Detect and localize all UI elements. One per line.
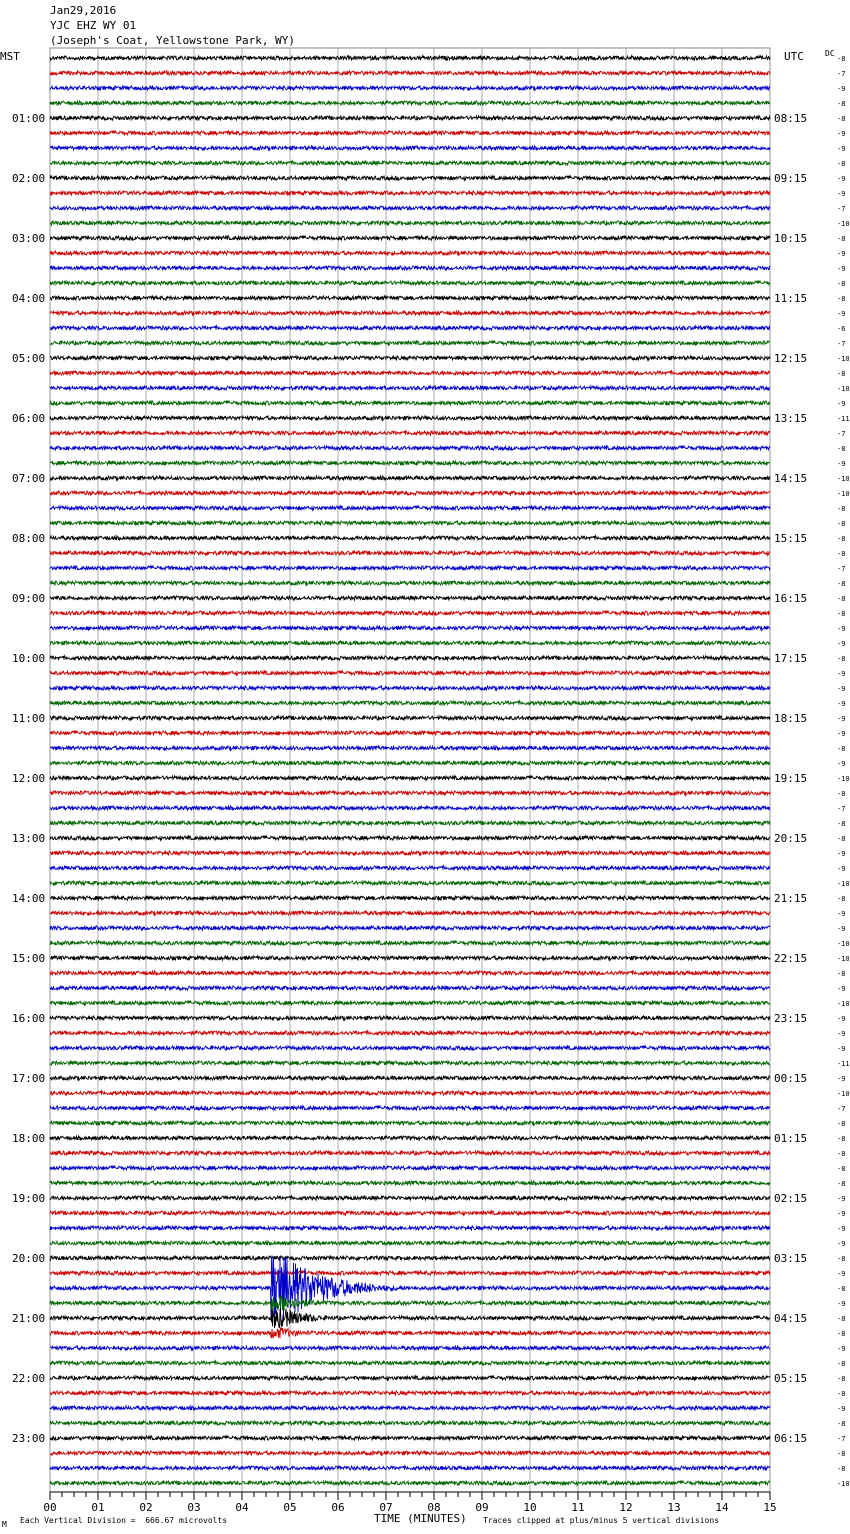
row-offset-41: -9 [837, 670, 846, 678]
row-offset-50: -7 [837, 805, 846, 813]
x-tick-label-8: 08 [427, 1501, 441, 1514]
trace-row-69 [50, 1091, 770, 1095]
trace-row-5 [50, 131, 770, 135]
utc-label-6: 13:15 [774, 412, 808, 425]
utc-label-12: 19:15 [774, 772, 808, 785]
utc-label-1: 08:15 [774, 112, 808, 125]
trace-row-20 [50, 356, 770, 360]
row-offset-73: -8 [837, 1150, 846, 1158]
utc-label-11: 18:15 [774, 712, 808, 725]
row-offset-22: -10 [837, 385, 850, 393]
trace-row-57 [50, 911, 770, 915]
trace-row-66 [50, 1046, 770, 1050]
trace-row-75 [50, 1181, 770, 1185]
mst-label-22: 22:00 [12, 1372, 46, 1385]
row-offset-64: -9 [837, 1015, 846, 1023]
trace-row-41 [50, 671, 770, 675]
trace-row-44 [50, 716, 770, 720]
row-offset-80: -8 [837, 1255, 846, 1263]
row-offset-23: -9 [837, 400, 846, 408]
trace-row-85 [50, 1327, 770, 1338]
mst-label-8: 08:00 [12, 532, 46, 545]
row-offset-38: -9 [837, 625, 846, 633]
utc-label-19: 02:15 [774, 1192, 808, 1205]
trace-row-37 [50, 611, 770, 615]
row-offset-92: -7 [837, 1435, 846, 1443]
row-offset-24: -11 [837, 415, 850, 423]
trace-row-92 [50, 1436, 770, 1440]
x-tick-label-2: 02 [139, 1501, 153, 1514]
trace-row-49 [50, 791, 770, 795]
trace-row-28 [50, 476, 770, 480]
row-offset-75: -8 [837, 1180, 846, 1188]
x-tick-label-1: 01 [91, 1501, 105, 1514]
trace-row-16 [50, 296, 770, 300]
row-offset-63: -10 [837, 1000, 850, 1008]
row-offset-43: -9 [837, 700, 846, 708]
row-offset-25: -7 [837, 430, 846, 438]
mst-label-18: 18:00 [12, 1132, 46, 1145]
x-tick-label-0: 00 [43, 1501, 57, 1514]
traces [50, 56, 770, 1485]
x-tick-label-6: 06 [331, 1501, 345, 1514]
trace-row-76 [50, 1196, 770, 1200]
row-offset-55: -10 [837, 880, 850, 888]
trace-row-21 [50, 371, 770, 375]
x-tick-label-12: 12 [619, 1501, 633, 1514]
mst-label-21: 21:00 [12, 1312, 46, 1325]
trace-row-39 [50, 641, 770, 645]
row-offset-4: -8 [837, 115, 846, 123]
row-offset-12: -8 [837, 235, 846, 243]
row-offset-89: -8 [837, 1390, 846, 1398]
trace-row-7 [50, 161, 770, 165]
grid-lines [50, 48, 770, 1492]
trace-row-6 [50, 146, 770, 150]
row-offset-54: -9 [837, 865, 846, 873]
trace-row-35 [50, 581, 770, 585]
mst-label-16: 16:00 [12, 1012, 46, 1025]
trace-row-46 [50, 746, 770, 750]
trace-row-60 [50, 956, 770, 960]
trace-row-55 [50, 881, 770, 885]
row-offset-49: -8 [837, 790, 846, 798]
header-date: Jan29,2016 [50, 4, 117, 17]
trace-row-27 [50, 461, 770, 465]
trace-row-63 [50, 1001, 770, 1005]
row-offset-65: -9 [837, 1030, 846, 1038]
trace-row-61 [50, 971, 770, 975]
mst-label-4: 04:00 [12, 292, 46, 305]
trace-row-29 [50, 491, 770, 495]
utc-label-2: 09:15 [774, 172, 808, 185]
row-offset-91: -8 [837, 1420, 846, 1428]
trace-row-72 [50, 1136, 770, 1140]
row-offset-68: -9 [837, 1075, 846, 1083]
trace-row-33 [50, 551, 770, 555]
trace-row-32 [50, 536, 770, 540]
trace-row-42 [50, 686, 770, 690]
row-offset-31: -8 [837, 520, 846, 528]
mst-label-1: 01:00 [12, 112, 46, 125]
row-offset-37: -8 [837, 610, 846, 618]
utc-label-15: 22:15 [774, 952, 808, 965]
trace-row-93 [50, 1451, 770, 1455]
trace-row-87 [50, 1361, 770, 1365]
trace-row-22 [50, 386, 770, 390]
row-offset-79: -9 [837, 1240, 846, 1248]
x-tick-label-10: 10 [523, 1501, 537, 1514]
trace-row-68 [50, 1076, 770, 1080]
row-offset-16: -8 [837, 295, 846, 303]
row-offset-15: -8 [837, 280, 846, 288]
row-offset-61: -8 [837, 970, 846, 978]
row-offset-70: -7 [837, 1105, 846, 1113]
trace-row-17 [50, 311, 770, 315]
row-offset-32: -8 [837, 535, 846, 543]
row-offset-53: -9 [837, 850, 846, 858]
row-offset-20: -10 [837, 355, 850, 363]
trace-row-25 [50, 431, 770, 435]
trace-row-64 [50, 1016, 770, 1020]
row-offset-30: -8 [837, 505, 846, 513]
trace-row-15 [50, 281, 770, 285]
row-offset-17: -9 [837, 310, 846, 318]
row-offset-57: -9 [837, 910, 846, 918]
trace-row-0 [50, 56, 770, 60]
row-offset-95: -10 [837, 1480, 850, 1488]
trace-row-51 [50, 821, 770, 825]
row-offset-21: -8 [837, 370, 846, 378]
row-offset-60: -10 [837, 955, 850, 963]
mst-label-17: 17:00 [12, 1072, 46, 1085]
trace-row-10 [50, 206, 770, 210]
utc-label-16: 23:15 [774, 1012, 808, 1025]
trace-row-14 [50, 266, 770, 270]
row-offset-56: -8 [837, 895, 846, 903]
mst-label-3: 03:00 [12, 232, 46, 245]
trace-row-58 [50, 926, 770, 930]
utc-label-3: 10:15 [774, 232, 808, 245]
mst-axis-label: MST [0, 50, 20, 63]
trace-row-19 [50, 341, 770, 345]
trace-row-94 [50, 1466, 770, 1470]
trace-row-86 [50, 1346, 770, 1350]
utc-label-8: 15:15 [774, 532, 808, 545]
x-tick-label-11: 11 [571, 1501, 585, 1514]
trace-row-12 [50, 236, 770, 240]
trace-row-78 [50, 1226, 770, 1230]
trace-row-89 [50, 1391, 770, 1395]
mst-label-15: 15:00 [12, 952, 46, 965]
utc-label-17: 00:15 [774, 1072, 808, 1085]
mst-label-5: 05:00 [12, 352, 46, 365]
mst-label-12: 12:00 [12, 772, 46, 785]
utc-label-4: 11:15 [774, 292, 808, 305]
row-offset-8: -9 [837, 175, 846, 183]
mst-label-13: 13:00 [12, 832, 46, 845]
row-offset-90: -9 [837, 1405, 846, 1413]
utc-label-23: 06:15 [774, 1432, 808, 1445]
trace-row-24 [50, 416, 770, 420]
trace-row-31 [50, 521, 770, 525]
row-offset-66: -9 [837, 1045, 846, 1053]
trace-row-74 [50, 1166, 770, 1170]
trace-row-47 [50, 761, 770, 765]
trace-row-95 [50, 1481, 770, 1485]
row-offset-51: -8 [837, 820, 846, 828]
x-axis-title: TIME (MINUTES) [374, 1512, 467, 1525]
trace-row-13 [50, 251, 770, 255]
row-offset-67: -11 [837, 1060, 850, 1068]
trace-row-43 [50, 701, 770, 705]
mst-label-9: 09:00 [12, 592, 46, 605]
trace-row-80 [50, 1256, 770, 1260]
x-tick-label-3: 03 [187, 1501, 201, 1514]
row-offset-48: -10 [837, 775, 850, 783]
row-offset-71: -8 [837, 1120, 846, 1128]
row-offset-58: -9 [837, 925, 846, 933]
utc-label-20: 03:15 [774, 1252, 808, 1265]
utc-label-22: 05:15 [774, 1372, 808, 1385]
dc-label: DC [825, 49, 835, 58]
row-offset-88: -8 [837, 1375, 846, 1383]
trace-row-38 [50, 626, 770, 630]
x-tick-label-13: 13 [667, 1501, 681, 1514]
row-offset-77: -9 [837, 1210, 846, 1218]
mst-label-23: 23:00 [12, 1432, 46, 1445]
row-offset-69: -10 [837, 1090, 850, 1098]
mst-label-2: 02:00 [12, 172, 46, 185]
row-offset-40: -8 [837, 655, 846, 663]
x-tick-label-14: 14 [715, 1501, 729, 1514]
trace-row-59 [50, 941, 770, 945]
row-offset-13: -9 [837, 250, 846, 258]
trace-row-67 [50, 1061, 770, 1065]
row-offset-82: -8 [837, 1285, 846, 1293]
header-location: (Joseph's Coat, Yellowstone Park, WY) [50, 34, 296, 47]
row-offset-85: -8 [837, 1330, 846, 1338]
trace-row-79 [50, 1241, 770, 1245]
mst-label-20: 20:00 [12, 1252, 46, 1265]
row-offset-5: -9 [837, 130, 846, 138]
row-offset-42: -9 [837, 685, 846, 693]
utc-label-18: 01:15 [774, 1132, 808, 1145]
row-offset-26: -8 [837, 445, 846, 453]
row-offset-59: -10 [837, 940, 850, 948]
row-offset-27: -9 [837, 460, 846, 468]
row-offset-62: -9 [837, 985, 846, 993]
row-offset-2: -9 [837, 85, 846, 93]
row-offset-1: -7 [837, 70, 846, 78]
x-tick-label-7: 07 [379, 1501, 393, 1514]
utc-label-9: 16:15 [774, 592, 808, 605]
trace-row-36 [50, 596, 770, 600]
trace-row-50 [50, 806, 770, 810]
trace-row-73 [50, 1151, 770, 1155]
trace-row-84 [50, 1308, 770, 1328]
row-offset-36: -8 [837, 595, 846, 603]
trace-row-56 [50, 896, 770, 900]
trace-row-3 [50, 101, 770, 105]
row-offset-9: -9 [837, 190, 846, 198]
trace-row-81 [50, 1271, 770, 1275]
utc-axis-label: UTC [784, 50, 804, 63]
trace-row-45 [50, 731, 770, 735]
row-offset-34: -7 [837, 565, 846, 573]
row-offset-78: -9 [837, 1225, 846, 1233]
utc-label-13: 20:15 [774, 832, 808, 845]
trace-row-83 [50, 1295, 770, 1310]
trace-row-71 [50, 1121, 770, 1125]
mst-label-11: 11:00 [12, 712, 46, 725]
trace-row-18 [50, 326, 770, 330]
x-tick-label-9: 09 [475, 1501, 489, 1514]
row-offset-47: -9 [837, 760, 846, 768]
trace-row-62 [50, 986, 770, 990]
trace-row-40 [50, 656, 770, 660]
row-offset-3: -8 [837, 100, 846, 108]
mst-label-14: 14:00 [12, 892, 46, 905]
trace-row-23 [50, 401, 770, 405]
scale-note: Each Vertical Division = 666.67 microvolts [20, 1516, 228, 1525]
trace-row-52 [50, 836, 770, 840]
row-offset-39: -9 [837, 640, 846, 648]
row-offset-87: -8 [837, 1360, 846, 1368]
row-offset-18: -6 [837, 325, 846, 333]
trace-row-4 [50, 116, 770, 120]
trace-row-2 [50, 86, 770, 90]
corner-mark: M [2, 1520, 7, 1529]
row-offset-76: -9 [837, 1195, 846, 1203]
row-offset-33: -8 [837, 550, 846, 558]
trace-row-9 [50, 191, 770, 195]
row-offset-19: -7 [837, 340, 846, 348]
row-offset-83: -9 [837, 1300, 846, 1308]
trace-row-90 [50, 1406, 770, 1410]
trace-row-8 [50, 176, 770, 180]
utc-label-7: 14:15 [774, 472, 808, 485]
row-offset-10: -7 [837, 205, 846, 213]
row-offset-45: -9 [837, 730, 846, 738]
mst-label-7: 07:00 [12, 472, 46, 485]
mst-label-6: 06:00 [12, 412, 46, 425]
row-offset-35: -8 [837, 580, 846, 588]
row-offset-0: -8 [837, 55, 846, 63]
x-tick-label-5: 05 [283, 1501, 297, 1514]
row-offset-94: -8 [837, 1465, 846, 1473]
utc-label-10: 17:15 [774, 652, 808, 665]
row-offset-72: -8 [837, 1135, 846, 1143]
row-offset-44: -9 [837, 715, 846, 723]
trace-row-70 [50, 1106, 770, 1110]
trace-row-54 [50, 866, 770, 870]
trace-row-65 [50, 1031, 770, 1035]
clip-note: Traces clipped at plus/minus 5 vertical divisions [483, 1516, 720, 1525]
header-station: YJC EHZ WY 01 [50, 19, 137, 32]
utc-label-14: 21:15 [774, 892, 808, 905]
row-offset-86: -9 [837, 1345, 846, 1353]
trace-row-77 [50, 1211, 770, 1215]
trace-row-88 [50, 1376, 770, 1380]
x-tick-label-15: 15 [763, 1501, 777, 1514]
row-offset-6: -9 [837, 145, 846, 153]
trace-row-1 [50, 71, 770, 75]
trace-row-48 [50, 776, 770, 780]
trace-row-34 [50, 566, 770, 570]
trace-row-53 [50, 851, 770, 855]
row-offset-93: -8 [837, 1450, 846, 1458]
utc-label-21: 04:15 [774, 1312, 808, 1325]
row-offset-14: -9 [837, 265, 846, 273]
mst-label-10: 10:00 [12, 652, 46, 665]
row-offset-74: -8 [837, 1165, 846, 1173]
row-offset-52: -8 [837, 835, 846, 843]
time-axis [43, 1492, 776, 1514]
row-offset-81: -9 [837, 1270, 846, 1278]
mst-label-19: 19:00 [12, 1192, 46, 1205]
row-offset-11: -10 [837, 220, 850, 228]
trace-row-11 [50, 221, 770, 225]
row-offset-7: -8 [837, 160, 846, 168]
trace-row-30 [50, 506, 770, 510]
row-offset-84: -8 [837, 1315, 846, 1323]
trace-row-91 [50, 1421, 770, 1425]
row-offset-28: -10 [837, 475, 850, 483]
utc-label-5: 12:15 [774, 352, 808, 365]
trace-row-82 [50, 1255, 770, 1321]
plot-frame [50, 48, 770, 1492]
x-tick-label-4: 04 [235, 1501, 249, 1514]
trace-row-26 [50, 446, 770, 450]
row-offset-29: -10 [837, 490, 850, 498]
row-offset-46: -8 [837, 745, 846, 753]
